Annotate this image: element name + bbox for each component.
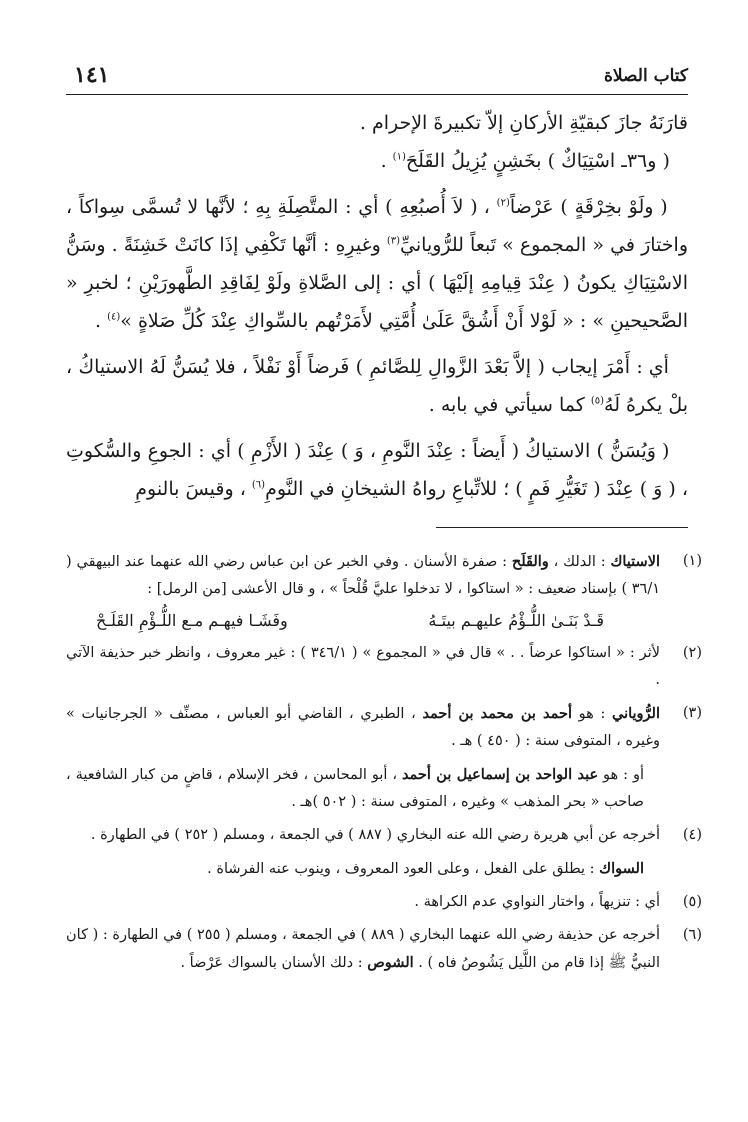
footnote-ref: (١) bbox=[392, 151, 406, 163]
footnote-ref: (٦) bbox=[251, 479, 266, 491]
footnote-ref: (٢) bbox=[496, 197, 510, 209]
footnote-number: (٦) bbox=[682, 927, 702, 943]
footnote-ref: (٤) bbox=[107, 311, 121, 323]
paragraph: قارَنَهُ جازَ كبقيّةِ الأركانِ إلاّ تكبيرةَ الإحرام . bbox=[359, 112, 688, 134]
main-text bbox=[66, 104, 688, 508]
footnote-ref: (٥) bbox=[590, 395, 605, 407]
footnote-number: (٤) bbox=[682, 827, 702, 843]
poetry-verse bbox=[66, 603, 660, 634]
paragraph: ( و٣٦ـ اسْتِيَاكٌ ) بخَشِنٍ يُزِيلُ القَلَحَ$^{(١)}$ . bbox=[380, 150, 670, 172]
footnote-ref: (٣) bbox=[386, 235, 401, 247]
footnote-alt-entry: أو : هو عبد الواحد بن إسماعيل بن أحمد ، أبو المحاسن ، فخر الإسلام ، قاضٍ من كبار الشافعية ، صاحب « بحر المذهب » وغيره ، المتوفى سنة : ( ٥٠٢ )هـ . bbox=[66, 766, 644, 810]
footnote-5: (٥) أي : تنزيهاً ، واختار النواوي عدم الكراهة . bbox=[66, 889, 702, 916]
footnote-6: (٦) أخرجه عن حذيفة رضي الله عنهما البخاري ( ٨٨٩ ) في الجمعة ، ومسلم ( ٢٥٥ ) في الطهارة : ( كان النبيُّ ﷺ إذا قام من اللَّيل يَشُوصُ فاه ) . الشوص : دلك الأسنان بالسواك عَرْضاً . bbox=[66, 922, 702, 977]
verse-first-hemistich: قَـدْ بَنَـىٰ اللُّـؤْمُ عليهـم بيتَـهُ bbox=[428, 611, 604, 630]
footnote-3: (٣) الرُّوياني : هو أحمد بن محمد بن أحمد ، الطبري ، القاضي أبو العباس ، مصنِّف « الجرجانيات » وغيره ، المتوفى سنة : ( ٤٥٠ ) هـ . أو : هو عبد الواحد بن إسماعيل بن أحمد ، أبو المحاسن ، فخر الإسلام ، قاضٍ من كبار الشافعية ، صاحب « بحر المذهب » وغيره ، المتوفى سنة : ( ٥٠٢ )هـ . bbox=[66, 700, 702, 816]
page-header bbox=[66, 60, 688, 95]
footnote-number: (٥) bbox=[682, 894, 702, 910]
footnote-number: (١) bbox=[682, 553, 702, 569]
paragraph: ( ولَوْ بخِرْقَةٍ ) عَرْضاً$^{(٢)}$ ، ( لاَ أُصبُعِهِ ) أي : المتَّصِلَةِ بِهِ ؛ لأنَّها لا تُسمَّى سِواكاً ، واختارَ في « المجموع » تَبعاً للرُّويانيِّ$^{(٣)}$ وغيرِهِ : أنَّها تَكْفِي إذَا كانَتْ خَشِنَةً . وسَنُّ الاسْتِيَاكِ يكونُ ( عِنْدَ قِيامِهِ إلَيْهَا ) أي : إلى الصَّلاةِ ولَوْ لِفَاقِدِ الطَّهورَيْنِ ؛ لخبرِ « الصَّحيحينِ » : « لَوْلا أَنْ أَشُقَّ عَلَىٰ أُمَّتِي لأَمَرْتُهم بالسِّواكِ عِنْدَ كُلِّ صَلاةٍ »$^{(٤)}$ . bbox=[66, 196, 688, 332]
footnote-4: (٤) أخرجه عن أبي هريرة رضي الله عنه البخاري ( ٨٨٧ ) في الجمعة ، ومسلم ( ٢٥٢ ) في الطهارة . السواك : يطلق على الفعل ، وعلى العود المعروف ، وينوب عنه الفرشاة . bbox=[66, 822, 702, 883]
footnote-2: (٢) لأثر : « استاكوا عرضاً . . » قال في « المجموع » ( ٣٤٦/١ ) : غير معروف ، وانظر خبر حذيفة الآتي . bbox=[66, 640, 702, 694]
footnotes bbox=[66, 548, 702, 983]
verse-second-hemistich: وفَشَـا فيهـم مـع اللُّـؤْمِ القَلَـحْ bbox=[96, 611, 288, 630]
footnote-separator bbox=[436, 527, 688, 528]
paragraph: أي : أَمْرَ إيجاب ( إلاَّ بَعْدَ الزَّوالِ لِلصَّائمِ ) فَرضاً أَوْ نَفْلاً ، فلا يُسَنُّ لَهُ الاستياكُ ، بلْ يكرهُ لَهُ$^{(٥)}$ كما سيأتي في بابه . bbox=[66, 356, 688, 416]
footnote-1: (١) الاستياك : الدلك ، والقَلَح : صفرة الأسنان . وفي الخبر عن ابن عباس رضي الله عنهما عند البيهقي ( ٣٦/١ ) بإسناد ضعيف : « استاكوا ، لا تدخلوا عليَّ قُلْحاً » ، و قال الأعشى [من الرمل] : قَـدْ بَنَـىٰ اللُّـؤْمُ عليهـم بيتَـهُ وفَشَـا فيهـم مـع اللُّـؤْمِ القَلَـحْ bbox=[66, 548, 702, 634]
book-title: كتاب الصلاة bbox=[603, 66, 688, 86]
page-number: ١٤١ bbox=[74, 62, 110, 88]
footnote-number: (٣) bbox=[682, 705, 702, 721]
footnote-number: (٢) bbox=[682, 645, 702, 661]
paragraph: ( وَيُسَنُّ ) الاستياكُ ( أَيضاً : عِنْدَ النَّومِ ، وَ ) عِنْدَ ( الأَزْمِ ) أي : الجوعِ والسُّكوتِ ، ( وَ ) عِنْدَ ( تَغَيُّرِ فَمٍ ) ؛ للاتِّباعِ رواهُ الشيخانِ في النَّومِ$^{(٦)}$ ، وقيسَ بالنومِ bbox=[66, 440, 688, 500]
footnote-definition: السواك : يطلق على الفعل ، وعلى العود المعروف ، وينوب عنه الفرشاة . bbox=[207, 860, 644, 877]
